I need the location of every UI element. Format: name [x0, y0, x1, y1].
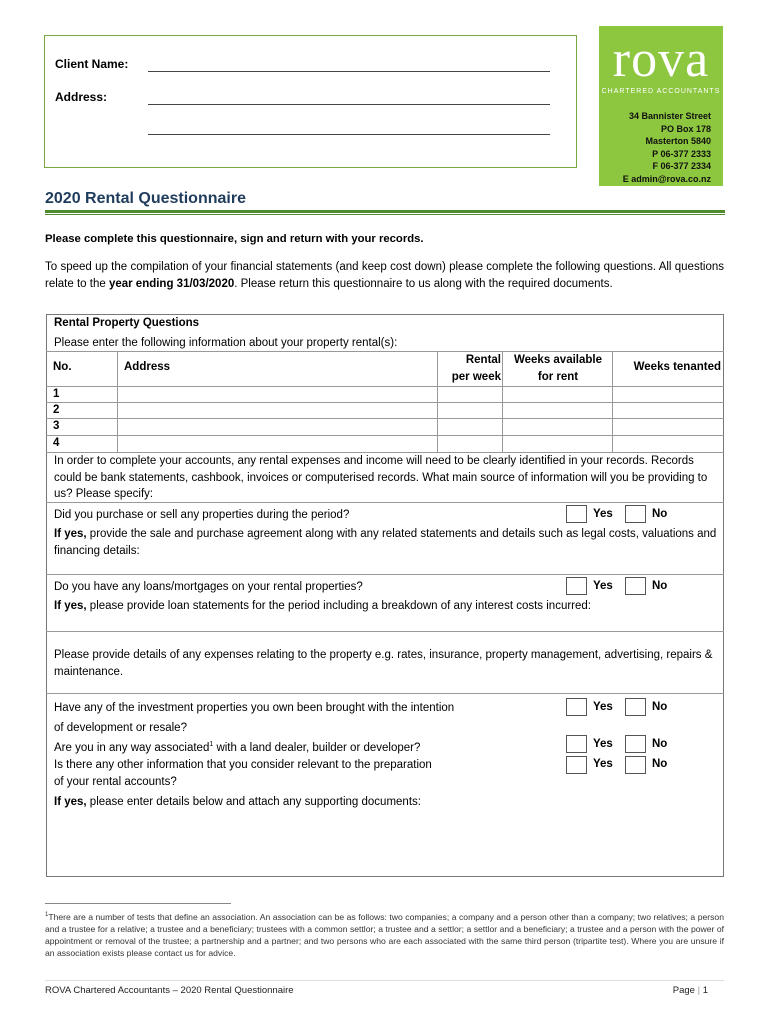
client-name-label: Client Name:	[55, 57, 129, 71]
investment-yes-label: Yes	[593, 701, 613, 713]
question-other-info: Is there any other information that you consider relevant to the preparation of your rental accounts?	[54, 759, 432, 788]
intro-paragraph	[45, 259, 724, 292]
footer-rule	[45, 980, 724, 981]
expenses-text: Please provide details of any expenses relating to the property e.g. rates, insurance, property management, advertising, repairs & maintenance.	[54, 649, 713, 678]
address-field-line-1[interactable]	[148, 104, 550, 105]
contact-pobox: PO Box 178	[660, 123, 711, 134]
contact-info	[623, 110, 711, 185]
intro-text-1: To speed up the compilation of your financial statements (and keep cost down) please complete the following questions. All questions relate to the	[45, 261, 724, 290]
section-heading: Rental Property Questions	[54, 317, 200, 329]
contact-phone: P 06-377 2333	[652, 148, 711, 159]
logo-brand: rova	[612, 31, 710, 88]
details-entry-area[interactable]	[52, 814, 718, 872]
other-info-yes-label: Yes	[593, 758, 613, 770]
property-table	[46, 351, 724, 452]
purchase-detail: If yes, provide the sale and purchase agreement along with any related statements and details such as legal costs, valuations and financing details:	[54, 528, 717, 557]
question-investment: Have any of the investment properties you own been brought with the intention of development or resale?	[54, 702, 455, 734]
investment-yes-checkbox[interactable]	[566, 698, 587, 716]
address-label: Address:	[55, 90, 108, 104]
footer-page: Page | 1	[672, 985, 708, 996]
association-no-checkbox[interactable]	[625, 735, 646, 753]
records-text: In order to complete your accounts, any rental expenses and income will need to be clearly identified in your records. Records could be bank statements, cashbook, invoices or computerised records. What main source of information will you be providing to us? Please specify:	[54, 455, 708, 500]
intro-text-2: . Please return this questionnaire to us along with the required documents.	[234, 277, 613, 290]
col-header-address: Address	[124, 361, 171, 373]
page-title: 2020 Rental Questionnaire	[45, 190, 246, 207]
other-info-detail: If yes, please enter details below and attach any supporting documents:	[54, 796, 421, 808]
footer-left: ROVA Chartered Accountants – 2020 Rental Questionnaire	[45, 985, 294, 996]
loans-yes-label: Yes	[593, 580, 613, 592]
other-info-yes-checkbox[interactable]	[566, 756, 587, 774]
footnote-ref: 1	[209, 741, 214, 748]
contact-fax: F 06-377 2334	[652, 161, 711, 171]
other-info-no-checkbox[interactable]	[625, 756, 646, 774]
rova-logo	[599, 26, 723, 186]
loans-yes-checkbox[interactable]	[566, 577, 587, 595]
investment-no-label: No	[652, 701, 668, 713]
section-prompt: Please enter the following information about your property rental(s):	[54, 337, 398, 349]
purchase-yes-checkbox[interactable]	[566, 505, 587, 523]
other-info-no-label: No	[652, 758, 668, 770]
page-number: 1	[702, 985, 708, 996]
association-no-label: No	[652, 738, 668, 750]
contact-email: E admin@rova.co.nz	[622, 173, 711, 184]
footnote-separator	[45, 903, 231, 904]
purchase-no-checkbox[interactable]	[625, 505, 646, 523]
question-purchase: Did you purchase or sell any properties during the period?	[54, 509, 350, 521]
intro-year: year ending 31/03/2020	[108, 277, 235, 290]
address-field-line-2[interactable]	[148, 134, 550, 135]
table-row-number: 4	[53, 437, 60, 449]
purchase-no-label: No	[652, 508, 668, 520]
instruction-text: Please complete this questionnaire, sign and return with your records.	[45, 233, 424, 245]
col-header-weeks-available: Weeks available for rent	[513, 354, 602, 383]
client-name-field[interactable]	[148, 71, 550, 72]
association-yes-label: Yes	[593, 738, 613, 750]
col-header-weeks-tenanted: Weeks tenanted	[633, 361, 721, 373]
investment-no-checkbox[interactable]	[625, 698, 646, 716]
association-yes-checkbox[interactable]	[566, 735, 587, 753]
contact-street: 34 Bannister Street	[628, 111, 711, 121]
table-row-number: 2	[53, 404, 60, 416]
loans-detail: If yes, please provide loan statements for the period including a breakdown of any interest costs incurred:	[54, 600, 591, 612]
purchase-yes-label: Yes	[593, 508, 613, 520]
title-rule	[45, 210, 725, 213]
question-loans: Do you have any loans/mortgages on your rental properties?	[54, 581, 363, 593]
footnote-text: $^1$There are a number of tests that define an association. An association can be as follows: two companies; a company and a person other than a company; two relatives; a person and a trustee for a relative; a trustee and a beneficiary; trustees with a common settlor; a trustee and a settlor; a settlor and a beneficiary; a trustee and a person with the power of appointment or removal of the trustee; a partnership and a partner; and two persons who are each associated with the same third person (tripartite test). Where you are unsure if an association exists please contact us for advice.	[45, 911, 724, 958]
title-rule-thin	[45, 214, 725, 215]
logo-tagline: CHARTERED ACCOUNTANTS	[601, 88, 721, 95]
table-row-number: 3	[53, 420, 60, 432]
client-details-box	[44, 35, 577, 168]
loans-no-label: No	[652, 580, 668, 592]
col-header-rental: Rental per week	[451, 354, 501, 383]
col-header-no: No.	[53, 361, 72, 373]
loans-no-checkbox[interactable]	[625, 577, 646, 595]
question-association: Are you in any way associated$^1$ with a land dealer, builder or developer?	[54, 741, 421, 754]
table-row-number: 1	[53, 388, 60, 400]
contact-city: Masterton 5840	[645, 136, 711, 146]
